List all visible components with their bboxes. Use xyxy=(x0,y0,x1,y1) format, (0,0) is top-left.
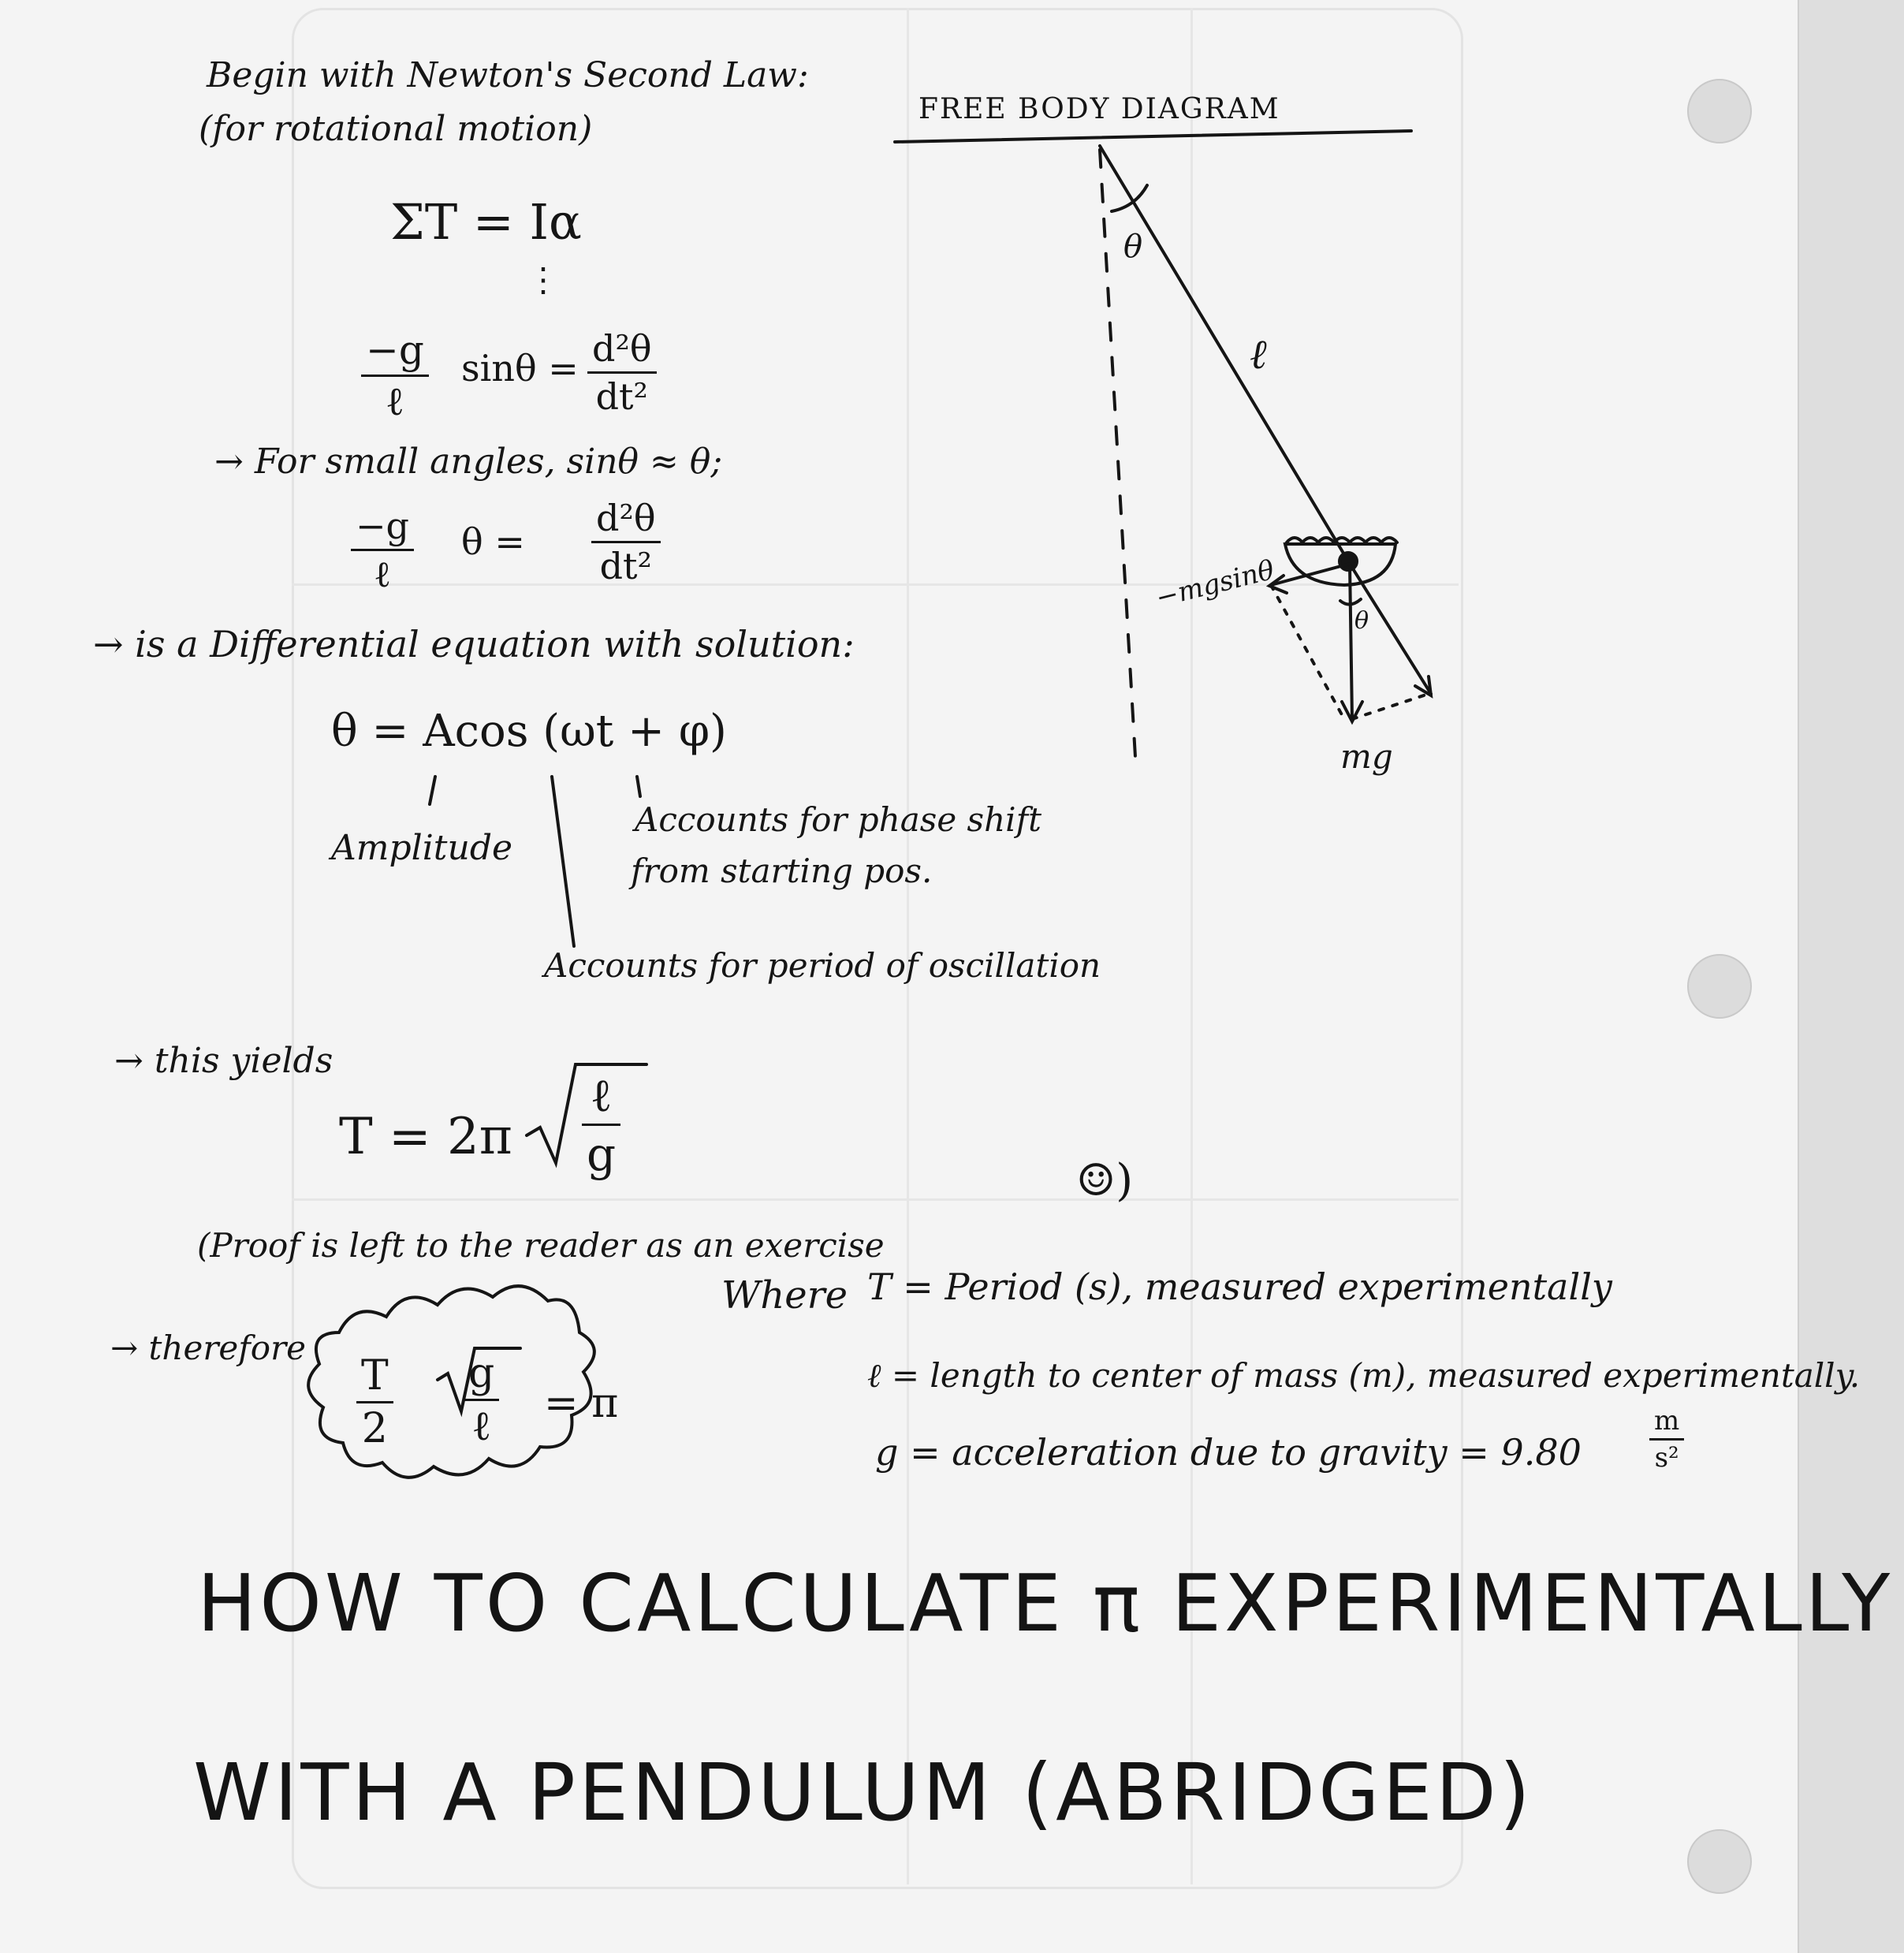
numerator: T xyxy=(361,1352,389,1400)
intro-line-2: (for rotational motion) xyxy=(199,109,593,149)
numerator: −g xyxy=(356,505,409,547)
numerator: −g xyxy=(366,327,424,373)
theta-term: θ = xyxy=(461,520,525,563)
diagram-weight-label: mg xyxy=(1340,737,1393,776)
component-dotted xyxy=(1352,694,1429,719)
numerator: ℓ xyxy=(590,1068,613,1122)
result-equals-pi: = π xyxy=(544,1380,619,1427)
unit-denominator: s² xyxy=(1654,1442,1679,1474)
yields-note: → this yields xyxy=(114,1041,333,1081)
ceiling-line xyxy=(895,131,1411,142)
amplitude-tick xyxy=(430,777,435,804)
period-equation-lhs: T = 2π xyxy=(339,1108,512,1166)
denominator: dt² xyxy=(599,545,652,587)
phase-label-line-1: Accounts for phase shift xyxy=(635,800,1041,839)
small-angle-note: → For small angles, sinθ ≈ θ; xyxy=(214,442,723,482)
denominator: ℓ xyxy=(373,553,392,595)
denominator: ℓ xyxy=(385,378,404,424)
diagram-theta-top: θ xyxy=(1123,229,1143,265)
smiley: ☺) xyxy=(1076,1155,1134,1206)
component-dotted xyxy=(1271,585,1344,719)
differential-equation-note: → is a Differential equation with solution: xyxy=(93,623,855,665)
diagram-title: FREE BODY DIAGRAM xyxy=(918,93,1280,125)
denominator: g xyxy=(587,1127,617,1181)
pendulum-diagram xyxy=(895,131,1431,757)
definition-length: ℓ = length to center of mass (m), measured experimentally. xyxy=(867,1356,1861,1395)
diagram-theta-bob: θ xyxy=(1354,607,1369,635)
unit-numerator: m xyxy=(1654,1405,1680,1437)
numerator: g xyxy=(468,1350,495,1397)
sine-term: sinθ = xyxy=(461,347,579,389)
amplitude-label: Amplitude xyxy=(331,828,513,868)
torque-equation: ΣT = Iα xyxy=(390,193,582,251)
phase-tick xyxy=(637,777,640,796)
therefore-note: → therefore xyxy=(110,1329,307,1367)
string-extension-arrow xyxy=(1350,564,1431,694)
weight-arrow xyxy=(1350,564,1352,719)
denominator: 2 xyxy=(361,1405,388,1452)
definition-gravity: g = acceleration due to gravity = 9.80 xyxy=(875,1431,1582,1474)
diagram-tangent-force: −mgsinθ xyxy=(1153,553,1278,614)
denominator: dt² xyxy=(595,375,648,418)
headline-line-1: HOW TO CALCULATE π EXPERIMENTALLY xyxy=(197,1557,1894,1649)
vertical-reference xyxy=(1100,150,1135,757)
solution-equation: θ = Acos (ωt + φ) xyxy=(331,706,727,757)
phase-label-line-2: from starting pos. xyxy=(631,852,933,890)
math-strokes xyxy=(308,777,646,1478)
diagram-length-label: ℓ xyxy=(1250,331,1267,378)
pendulum-string xyxy=(1100,146,1350,564)
numerator: d²θ xyxy=(596,497,656,539)
period-label: Accounts for period of oscillation xyxy=(544,946,1101,985)
radical-sign xyxy=(527,1064,646,1163)
derivation-dots: ⋮ xyxy=(527,260,560,299)
numerator: d²θ xyxy=(592,327,652,370)
proof-note: (Proof is left to the reader as an exercise xyxy=(197,1226,885,1265)
denominator: ℓ xyxy=(471,1403,492,1450)
bob-rim xyxy=(1287,538,1397,542)
where-label: Where xyxy=(721,1273,848,1318)
period-tick xyxy=(552,777,574,946)
intro-line-1: Begin with Newton's Second Law: xyxy=(207,55,809,95)
radical-sign xyxy=(438,1348,520,1411)
headline-line-2: WITH A PENDULUM (ABRIDGED) xyxy=(193,1746,1533,1839)
definition-period: T = Period (s), measured experimentally xyxy=(867,1265,1612,1308)
bob-pivot xyxy=(1340,553,1357,570)
